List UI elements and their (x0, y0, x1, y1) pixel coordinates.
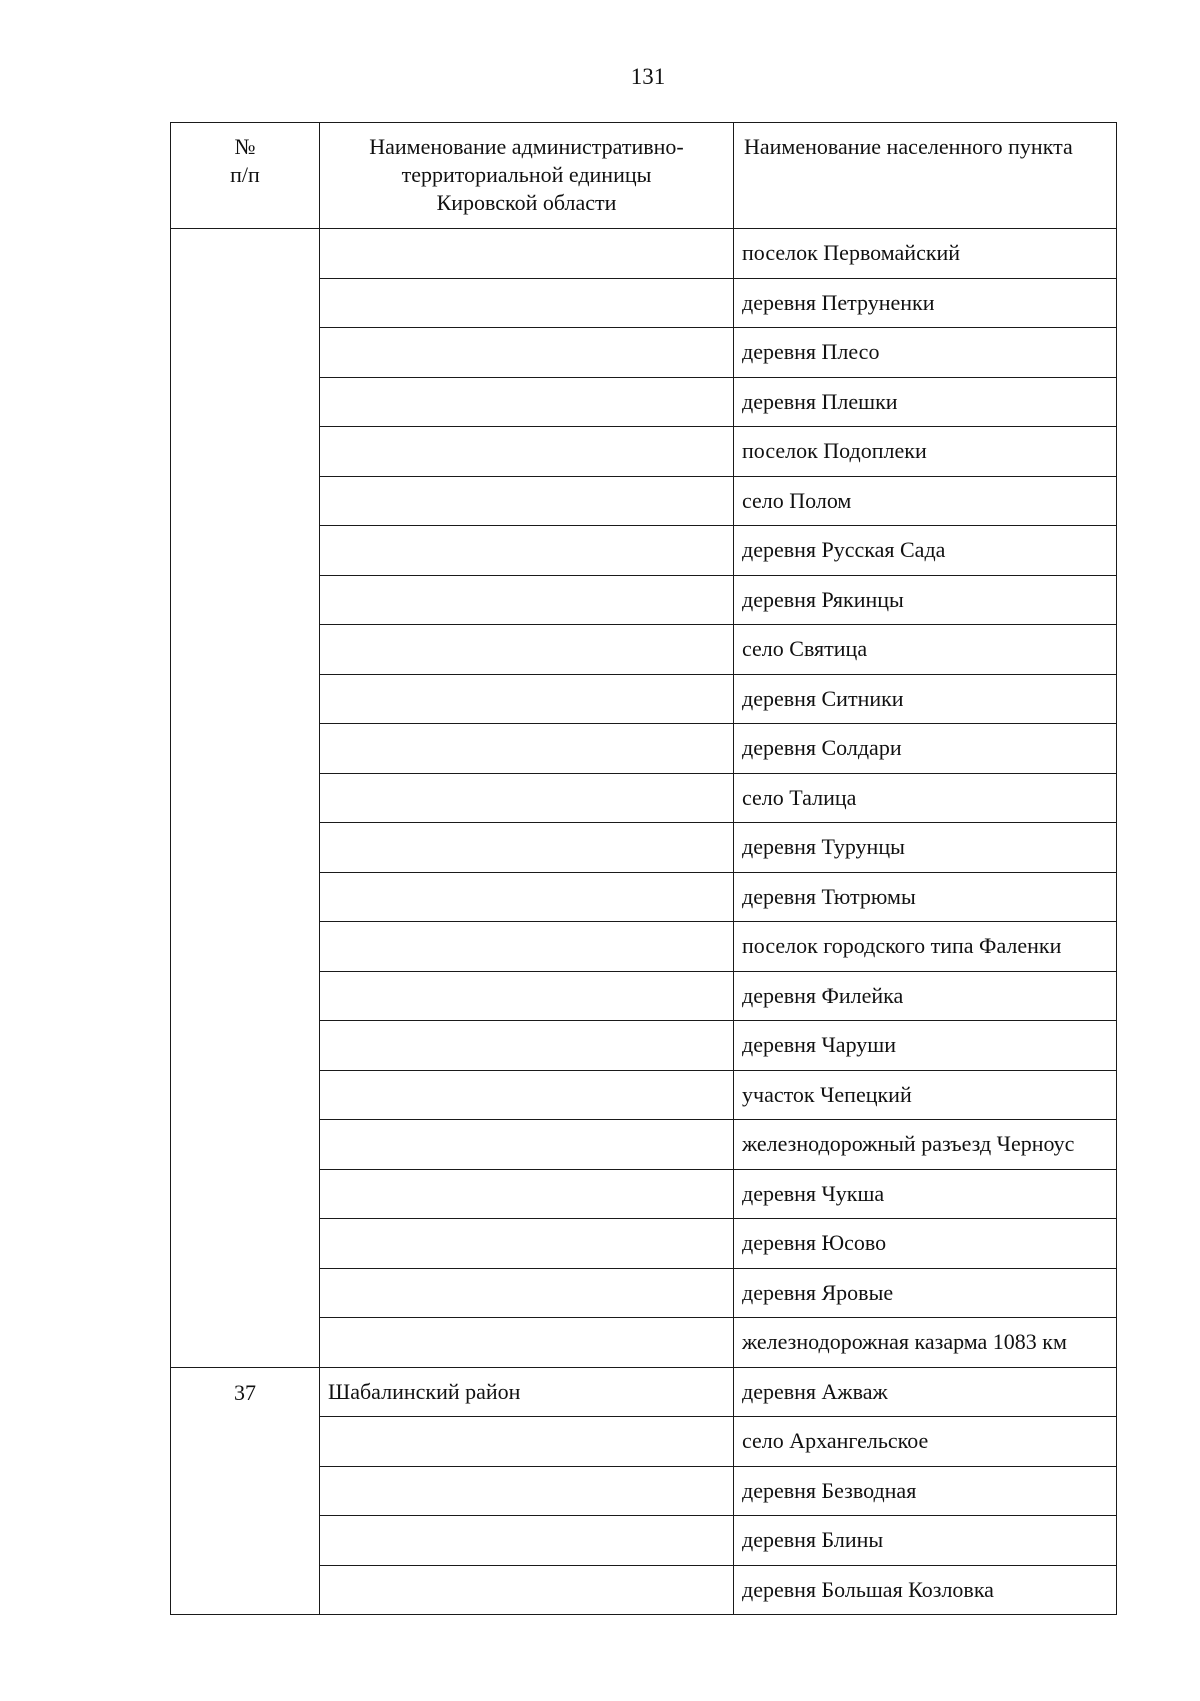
place-cell (734, 823, 1117, 873)
place-cell (734, 625, 1117, 675)
place-cell (734, 476, 1117, 526)
unit-cell (320, 773, 734, 823)
unit-cell (320, 1417, 734, 1467)
place-name: деревня Петруненки (742, 289, 935, 315)
place-name: деревня Рякинцы (742, 586, 904, 612)
place-cell (734, 1070, 1117, 1120)
unit-cell (320, 526, 734, 576)
place-name: участок Чепецкий (742, 1081, 912, 1107)
table-header (171, 123, 1117, 229)
place-name: деревня Яровые (742, 1279, 894, 1305)
table-row (171, 229, 1117, 279)
place-cell (734, 1021, 1117, 1071)
settlements-table (170, 122, 1117, 1615)
place-name: деревня Безводная (742, 1477, 917, 1503)
unit-cell (320, 872, 734, 922)
row-number-cell (171, 229, 320, 1368)
unit-cell (320, 1318, 734, 1368)
place-cell (734, 328, 1117, 378)
table-row (171, 1367, 1117, 1417)
header-place (734, 123, 1117, 229)
unit-cell (320, 1070, 734, 1120)
place-name: деревня Блины (742, 1527, 884, 1553)
place-cell (734, 1318, 1117, 1368)
header-num-line-2: п/п (230, 162, 260, 187)
place-cell (734, 724, 1117, 774)
unit-cell (320, 229, 734, 279)
unit-cell (320, 1268, 734, 1318)
place-name: деревня Ажваж (742, 1378, 888, 1404)
header-unit-line-3: Кировской области (436, 190, 617, 215)
header-num-line-1: № (234, 134, 256, 159)
unit-cell (320, 724, 734, 774)
place-name: железнодорожный разъезд Черноус (742, 1131, 1075, 1157)
place-cell (734, 922, 1117, 972)
place-cell (734, 1516, 1117, 1566)
place-name: село Святица (742, 636, 868, 662)
place-name: деревня Русская Сада (742, 537, 946, 563)
place-cell (734, 1565, 1117, 1615)
place-name: деревня Ситники (742, 685, 904, 711)
place-name: село Полом (742, 487, 852, 513)
place-cell (734, 1120, 1117, 1170)
unit-cell (320, 1516, 734, 1566)
place-cell (734, 872, 1117, 922)
place-name: деревня Чукша (742, 1180, 885, 1206)
place-name: село Архангельское (742, 1428, 929, 1454)
unit-cell (320, 1120, 734, 1170)
place-name: деревня Солдари (742, 735, 902, 761)
table-body (171, 229, 1117, 1615)
place-cell (734, 1169, 1117, 1219)
place-cell (734, 1219, 1117, 1269)
place-name: поселок городского типа Фаленки (742, 933, 1062, 959)
place-cell (734, 575, 1117, 625)
header-place-label: Наименование населенного пункта (744, 134, 1073, 159)
header-unit-line-1: Наименование административно- (369, 134, 684, 159)
place-cell (734, 1367, 1117, 1417)
unit-cell (320, 328, 734, 378)
place-cell (734, 1268, 1117, 1318)
place-cell (734, 773, 1117, 823)
unit-cell (320, 971, 734, 1021)
place-name: деревня Плесо (742, 339, 880, 365)
unit-cell (320, 476, 734, 526)
unit-cell (320, 1466, 734, 1516)
header-unit-line-2: территориальной единицы (401, 162, 652, 187)
place-cell (734, 427, 1117, 477)
place-name: деревня Чаруши (742, 1032, 896, 1058)
row-number: 37 (234, 1379, 256, 1405)
unit-name: Шабалинский район (328, 1378, 521, 1404)
unit-cell (320, 1219, 734, 1269)
unit-cell (320, 377, 734, 427)
place-name: деревня Юсово (742, 1230, 887, 1256)
unit-cell (320, 575, 734, 625)
header-num (171, 123, 320, 229)
unit-cell (320, 922, 734, 972)
header-row (171, 123, 1117, 229)
place-name: деревня Большая Козловка (742, 1576, 994, 1602)
place-cell (734, 526, 1117, 576)
unit-cell (320, 823, 734, 873)
place-cell (734, 229, 1117, 279)
place-cell (734, 674, 1117, 724)
place-name: деревня Тютрюмы (742, 883, 916, 909)
place-cell (734, 1417, 1117, 1467)
place-cell (734, 377, 1117, 427)
place-name: деревня Плешки (742, 388, 898, 414)
unit-cell (320, 1367, 734, 1417)
place-name: деревня Филейка (742, 982, 904, 1008)
unit-cell (320, 1169, 734, 1219)
place-name: поселок Подоплеки (742, 438, 927, 464)
place-name: железнодорожная казарма 1083 км (742, 1329, 1067, 1355)
unit-cell (320, 278, 734, 328)
place-name: деревня Турунцы (742, 834, 905, 860)
place-name: село Талица (742, 784, 857, 810)
unit-cell (320, 1565, 734, 1615)
place-name: поселок Первомайский (742, 240, 961, 266)
page-number: 131 (630, 64, 666, 89)
header-unit (320, 123, 734, 229)
unit-cell (320, 625, 734, 675)
unit-cell (320, 1021, 734, 1071)
row-number-cell (171, 1367, 320, 1615)
place-cell (734, 1466, 1117, 1516)
unit-cell (320, 427, 734, 477)
place-cell (734, 971, 1117, 1021)
place-cell (734, 278, 1117, 328)
unit-cell (320, 674, 734, 724)
